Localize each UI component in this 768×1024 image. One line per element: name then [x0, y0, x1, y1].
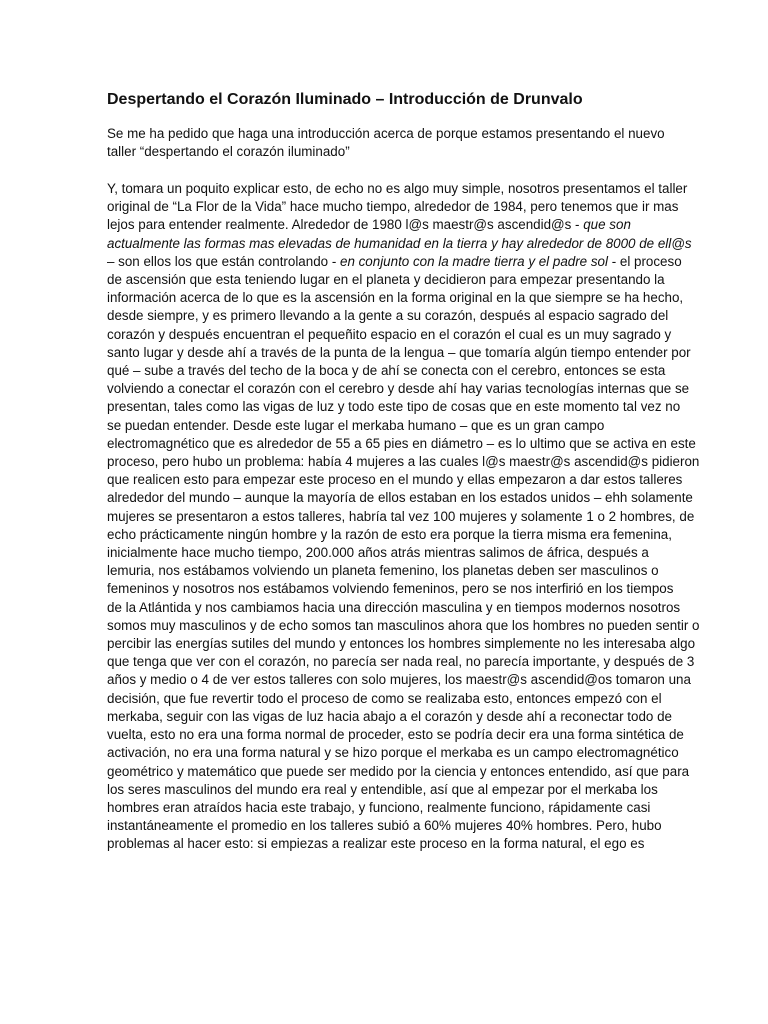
- body-line: percibir las energías sutiles del mundo y entonces los hombres simplemente no les interesaba algo: [107, 636, 696, 652]
- body-line: Y, tomara un poquito explicar esto, de echo no es algo muy simple, nosotros presentamos el taller: [107, 181, 688, 196]
- body-line: que realicen esto para empezar este proceso en el mundo y ellas empezaron a dar estos talleres: [107, 472, 683, 488]
- body-line: electromagnético que es alrededor de 55 a 65 pies en diámetro – es lo ultimo que se activa en este: [107, 435, 696, 451]
- body-text-segment: lejos para entender realmente. Alrededor de 1980 l@s maestr@s ascendid@s -: [107, 217, 580, 233]
- italic-text-segment: que son: [579, 217, 631, 233]
- body-line: volviendo a conectar el corazón con el cerebro y desde ahí hay varias tecnologías internas que se: [107, 381, 690, 397]
- body-line: femeninos y nosotros nos estábamos volviendo femeninos, pero se nos interfirió en los tiempos: [107, 581, 674, 597]
- body-line: original de “La Flor de la Vida” hace mucho tiempo, alrededor de 1984, pero tenemos que ir mas: [107, 199, 679, 215]
- italic-text-segment: en conjunto con la madre tierra y el padre sol: [336, 253, 608, 269]
- body-line: activación, no era una forma natural y se hizo porque el merkaba es un campo electromagnético: [107, 745, 679, 761]
- body-line: problemas al hacer esto: si empiezas a realizar este proceso en la forma natural, el ego es: [107, 836, 645, 852]
- body-line: [107, 216, 667, 234]
- body-line: santo lugar y desde ahí a través de la punta de la lengua – que tomaría algún tiempo entender por: [107, 344, 691, 360]
- body-line: que tenga que ver con el corazón, no parecía ser nada real, no parecía importante, y después de 3: [107, 654, 695, 670]
- intro-paragraph: [107, 125, 667, 161]
- body-line: lemuria, nos estábamos volviendo un planeta femenino, los planetas deben ser masculinos o: [107, 563, 659, 579]
- body-line: echo prácticamente ningún hombre y la razón de esto era porque la tierra misma era femenina,: [107, 526, 672, 542]
- body-text-segment: - el proceso: [607, 253, 682, 269]
- body-line: desde siempre, y es primero llevando a la gente a su corazón, después al espacio sagrado del: [107, 308, 669, 324]
- body-line: alrededor del mundo – aunque la mayoría de ellos estaban en los estados unidos – ehh solamente: [107, 490, 693, 506]
- intro-line: taller “despertando el corazón iluminado”: [107, 144, 350, 160]
- body-line: qué – sube a través del techo de la boca y de ahí se conecta con el cerebro, entonces se esta: [107, 363, 666, 379]
- body-line: de la Atlántida y nos cambiamos hacia una dirección masculina y en tiempos modernos nosotros: [107, 599, 681, 615]
- body-line: [107, 253, 682, 271]
- body-line: vuelta, esto no era una forma normal de proceder, esto se podría decir era una forma sintética de: [107, 727, 684, 743]
- body-line: información acerca de lo que es la ascensión en la forma original en la que siempre se ha hecho,: [107, 290, 684, 306]
- body-line: de ascensión que esta teniendo lugar en el planeta y decidieron para empezar presentando la: [107, 272, 665, 288]
- body-line: geométrico y matemático que puede ser medido por la ciencia y entonces entendido, así que para: [107, 763, 690, 779]
- body-paragraph: [107, 180, 700, 854]
- body-line: se puedan entender. Desde este lugar el merkaba humano – que es un gran campo: [107, 417, 605, 433]
- body-line: presentan, tales como las vigas de luz y todo este tipo de cosas que en este momento tal vez no: [107, 399, 681, 415]
- body-text-segment: – son ellos los que están controlando -: [107, 253, 337, 269]
- body-line: somos muy masculinos y de echo somos tan masculinos ahora que los hombres no pueden sentir o: [107, 617, 700, 633]
- body-line: inicialmente hace mucho tiempo, 200.000 años atrás mientras salimos de áfrica, después a: [107, 545, 649, 561]
- body-line: merkaba, seguir con las vigas de luz hacia abajo a el corazón y desde ahí a reconectar todo de: [107, 708, 672, 724]
- body-line: decisión, que fue revertir todo el proceso de como se realizaba esto, entonces empezó con el: [107, 690, 662, 706]
- body-line: años y medio o 4 de ver estos talleres con solo mujeres, los maestr@s ascendid@os tomaron una: [107, 672, 691, 688]
- body-line: corazón y después encuentran el pequeñito espacio en el corazón el cual es un muy sagrado y: [107, 326, 672, 342]
- body-line: instantáneamente el promedio en los talleres subió a 60% mujeres 40% hombres. Pero, hubo: [107, 818, 662, 834]
- intro-line: Se me ha pedido que haga una introducción acerca de porque estamos presentando el nuevo: [107, 126, 665, 141]
- document-title: Despertando el Corazón Iluminado – Introducción de Drunvalo: [107, 91, 583, 108]
- body-line: mujeres se presentaron a estos talleres, habría tal vez 100 mujeres y solamente 1 o 2 hombres, de: [107, 508, 695, 524]
- body-line: los seres masculinos del mundo era real y entendible, así que al empezar por el merkaba los: [107, 781, 658, 797]
- body-line: proceso, pero hubo un problema: había 4 mujeres a las cuales l@s maestr@s ascendid@s pidieron: [107, 454, 700, 470]
- body-line: hombres eran atraídos hacia este trabajo, y funciono, realmente funciono, rápidamente casi: [107, 799, 651, 815]
- body-line: actualmente las formas mas elevadas de humanidad en la tierra y hay alrededor de 8000 de ell@s: [107, 235, 692, 251]
